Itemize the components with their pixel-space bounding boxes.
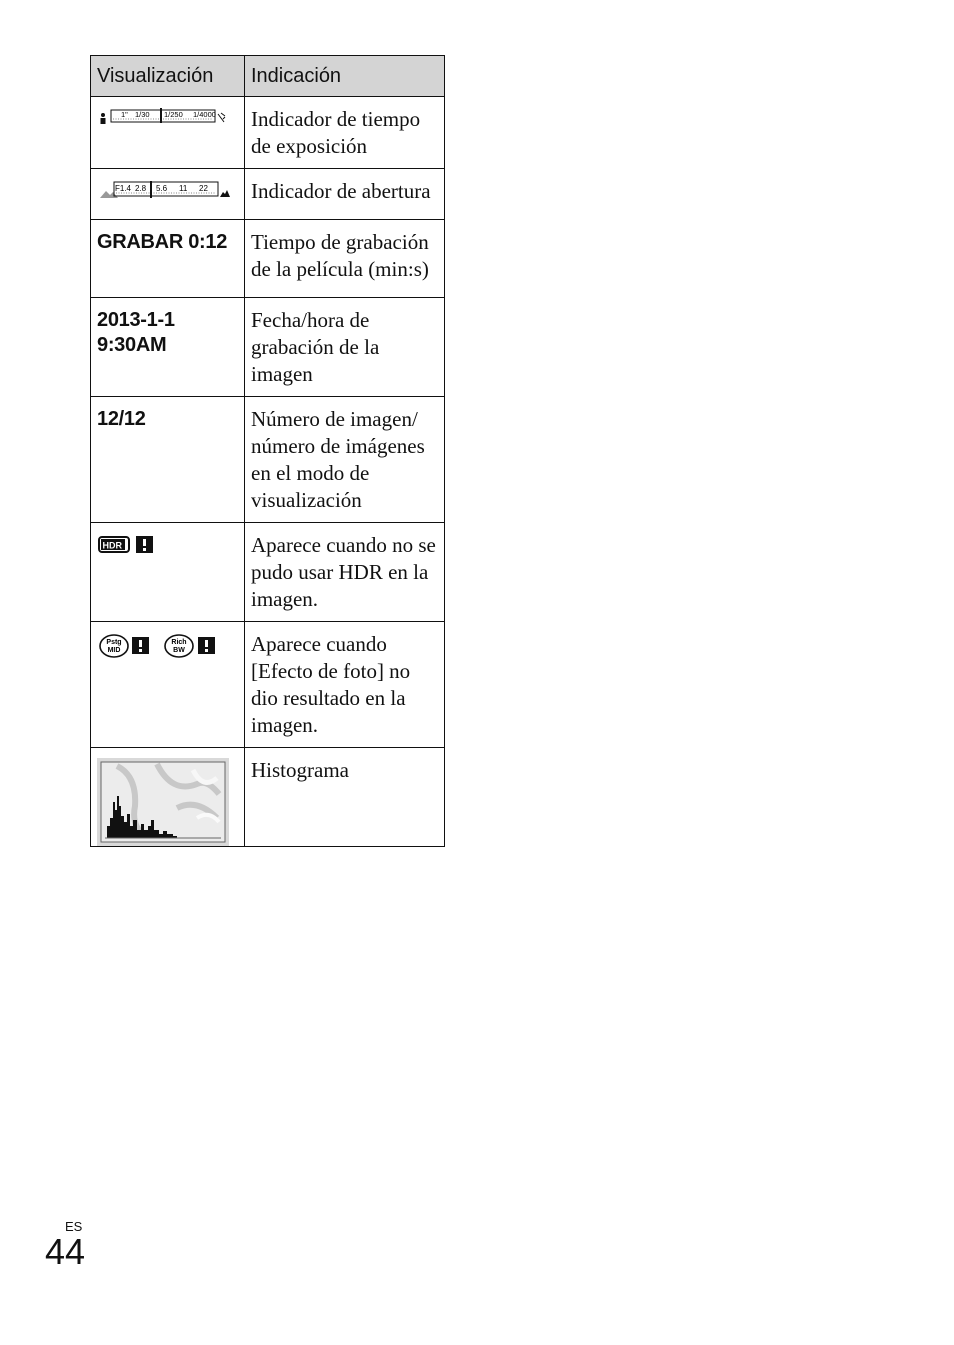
- language-code: ES: [65, 1219, 83, 1234]
- table-row: [91, 397, 445, 523]
- display-cell: [91, 169, 245, 220]
- table-row: [91, 298, 445, 397]
- indication-cell: Indicador de tiempo de exposición: [245, 97, 445, 169]
- display-cell: [91, 397, 245, 523]
- page-number: 44: [45, 1231, 86, 1272]
- header-visualizacion: Visualización: [91, 56, 245, 97]
- display-cell: [91, 220, 245, 298]
- display-cell: [91, 622, 245, 748]
- rich-bw-icon-line2: BW: [173, 647, 185, 654]
- table-row: [91, 523, 445, 622]
- shutter-scale-label-1: 1": [121, 110, 128, 119]
- hdr-icon-label: HDR: [102, 540, 122, 551]
- table-row: [91, 622, 445, 748]
- table-row: [91, 97, 445, 169]
- picture-effect-warning-icons: [97, 632, 221, 660]
- indication-cell: Número de imagen/ número de imágenes en el modo de visualización: [245, 397, 445, 523]
- indication-cell: Aparece cuando no se pudo usar HDR en la imagen.: [245, 523, 445, 622]
- aperture-scale-label-3: 5.6: [156, 184, 168, 193]
- indication-cell: Aparece cuando [Efecto de foto] no dio resultado en la imagen.: [245, 622, 445, 748]
- header-indicacion: Indicación: [245, 56, 445, 97]
- table-header-row: [91, 56, 445, 97]
- recording-time-readout: GRABAR 0:12: [97, 231, 228, 253]
- table-row: [91, 748, 445, 847]
- aperture-scale-label-2: 2.8: [135, 184, 147, 193]
- aperture-indicator-icon: [97, 179, 233, 203]
- posterization-icon-line1: Pstg: [106, 639, 122, 646]
- display-cell: [91, 298, 245, 397]
- aperture-scale-label-5: 22: [199, 184, 208, 193]
- date-readout: 2013-1-1: [97, 309, 175, 331]
- posterization-icon: [100, 635, 128, 657]
- indication-cell: Tiempo de grabación de la película (min:s): [245, 220, 445, 298]
- table-row: [91, 220, 445, 298]
- display-cell: [91, 97, 245, 169]
- display-cell: [91, 748, 245, 847]
- display-cell: [91, 523, 245, 622]
- table-row: [91, 169, 445, 220]
- posterization-icon-line2: MID: [107, 647, 121, 654]
- image-count-readout: 12/12: [97, 408, 146, 430]
- hdr-warning-icon: [97, 533, 157, 557]
- indication-cell: Indicador de abertura: [245, 169, 445, 220]
- histogram-thumbnail: [97, 758, 229, 846]
- display-indicator-table: [90, 55, 445, 847]
- indication-cell: Fecha/hora de grabación de la imagen: [245, 298, 445, 397]
- rich-tone-monochrome-icon: [165, 635, 193, 657]
- aperture-scale-label-1: F1.4: [115, 184, 132, 193]
- shutter-scale-label-3: 1/250: [164, 110, 183, 119]
- time-readout: 9:30AM: [97, 334, 167, 356]
- aperture-scale-label-4: 11: [179, 184, 188, 193]
- shutter-scale-label-2: 1/30: [135, 110, 150, 119]
- shutter-speed-indicator-icon: [97, 107, 227, 129]
- rich-bw-icon-line1: Rich: [171, 639, 187, 646]
- shutter-scale-label-4: 1/4000: [193, 110, 216, 119]
- indication-cell: Histograma: [245, 748, 445, 847]
